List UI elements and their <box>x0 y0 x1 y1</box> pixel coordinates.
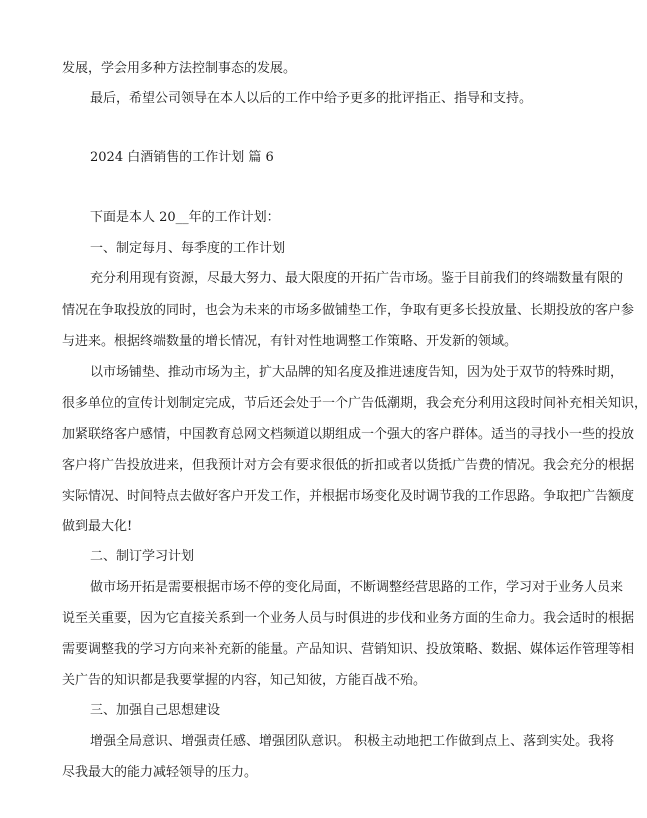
paragraph-line: 与进来。根据终端数量的增长情况，有针对性地调整工作策略、开发新的领域。 <box>62 334 518 349</box>
paragraph-line: 最后，希望公司领导在本人以后的工作中给予更多的批评指正、指导和支持。 <box>90 91 533 106</box>
paragraph-line: 情况在争取投放的同时，也会为未来的市场多做铺垫工作，争取有更多长投放量、长期投放的客户参 <box>62 303 635 318</box>
paragraph-line: 说至关重要，因为它直接关系到一个业务人员与时俱进的步伐和业务方面的生命力。我会适时的根据 <box>62 611 635 626</box>
paragraph-line: 加紧联络客户感情，中国教育总网文档频道以期组成一个强大的客户群体。适当的寻找小一些的投放 <box>62 427 635 442</box>
paragraph-line: 客户将广告投放进来，但我预计对方会有要求很低的折扣或者以货抵广告费的情况。我会充分的根据 <box>62 458 635 473</box>
paragraph-line: 关广告的知识都是我要掌握的内容，知己知彼，方能百战不殆。 <box>62 673 427 688</box>
paragraph-line: 发展，学会用多种方法控制事态的发展。 <box>62 61 297 76</box>
section-heading: 三、加强自己思想建设 <box>90 703 221 718</box>
paragraph-line: 实际情况、时间特点去做好客户开发工作，并根据市场变化及时调节我的工作思路。争取把广告额度 <box>62 489 635 504</box>
paragraph-line: 下面是本人 20__年的工作计划： <box>90 210 280 225</box>
section-heading: 二、制订学习计划 <box>90 549 195 564</box>
paragraph-line: 充分利用现有资源，尽最大努力、最大限度的开拓广告市场。鉴于目前我们的终端数量有限的 <box>90 271 624 286</box>
paragraph-line: 尽我最大的能力减轻领导的压力。 <box>62 765 258 780</box>
paragraph-line: 很多单位的宣传计划制定完成，节后还会处于一个广告低潮期，我会充分利用这段时间补充相关知识， <box>62 396 647 411</box>
section-heading: 一、制定每月、每季度的工作计划 <box>90 241 286 256</box>
section-title: 2024 白酒销售的工作计划 篇 6 <box>90 150 274 165</box>
paragraph-line: 需要调整我的学习方向来补充新的能量。产品知识、营销知识、投放策略、数据、媒体运作管理等相 <box>62 642 635 657</box>
paragraph-line: 以市场铺垫、推动市场为主，扩大品牌的知名度及推进速度告知，因为处于双节的特殊时期， <box>90 365 624 380</box>
paragraph-line: 增强全局意识、增强责任感、增强团队意识。 积极主动地把工作做到点上、落到实处。我将 <box>90 734 615 749</box>
paragraph-line: 做市场开拓是需要根据市场不停的变化局面，不断调整经营思路的工作，学习对于业务人员来 <box>90 580 624 595</box>
paragraph-line: 做到最大化! <box>62 519 133 534</box>
